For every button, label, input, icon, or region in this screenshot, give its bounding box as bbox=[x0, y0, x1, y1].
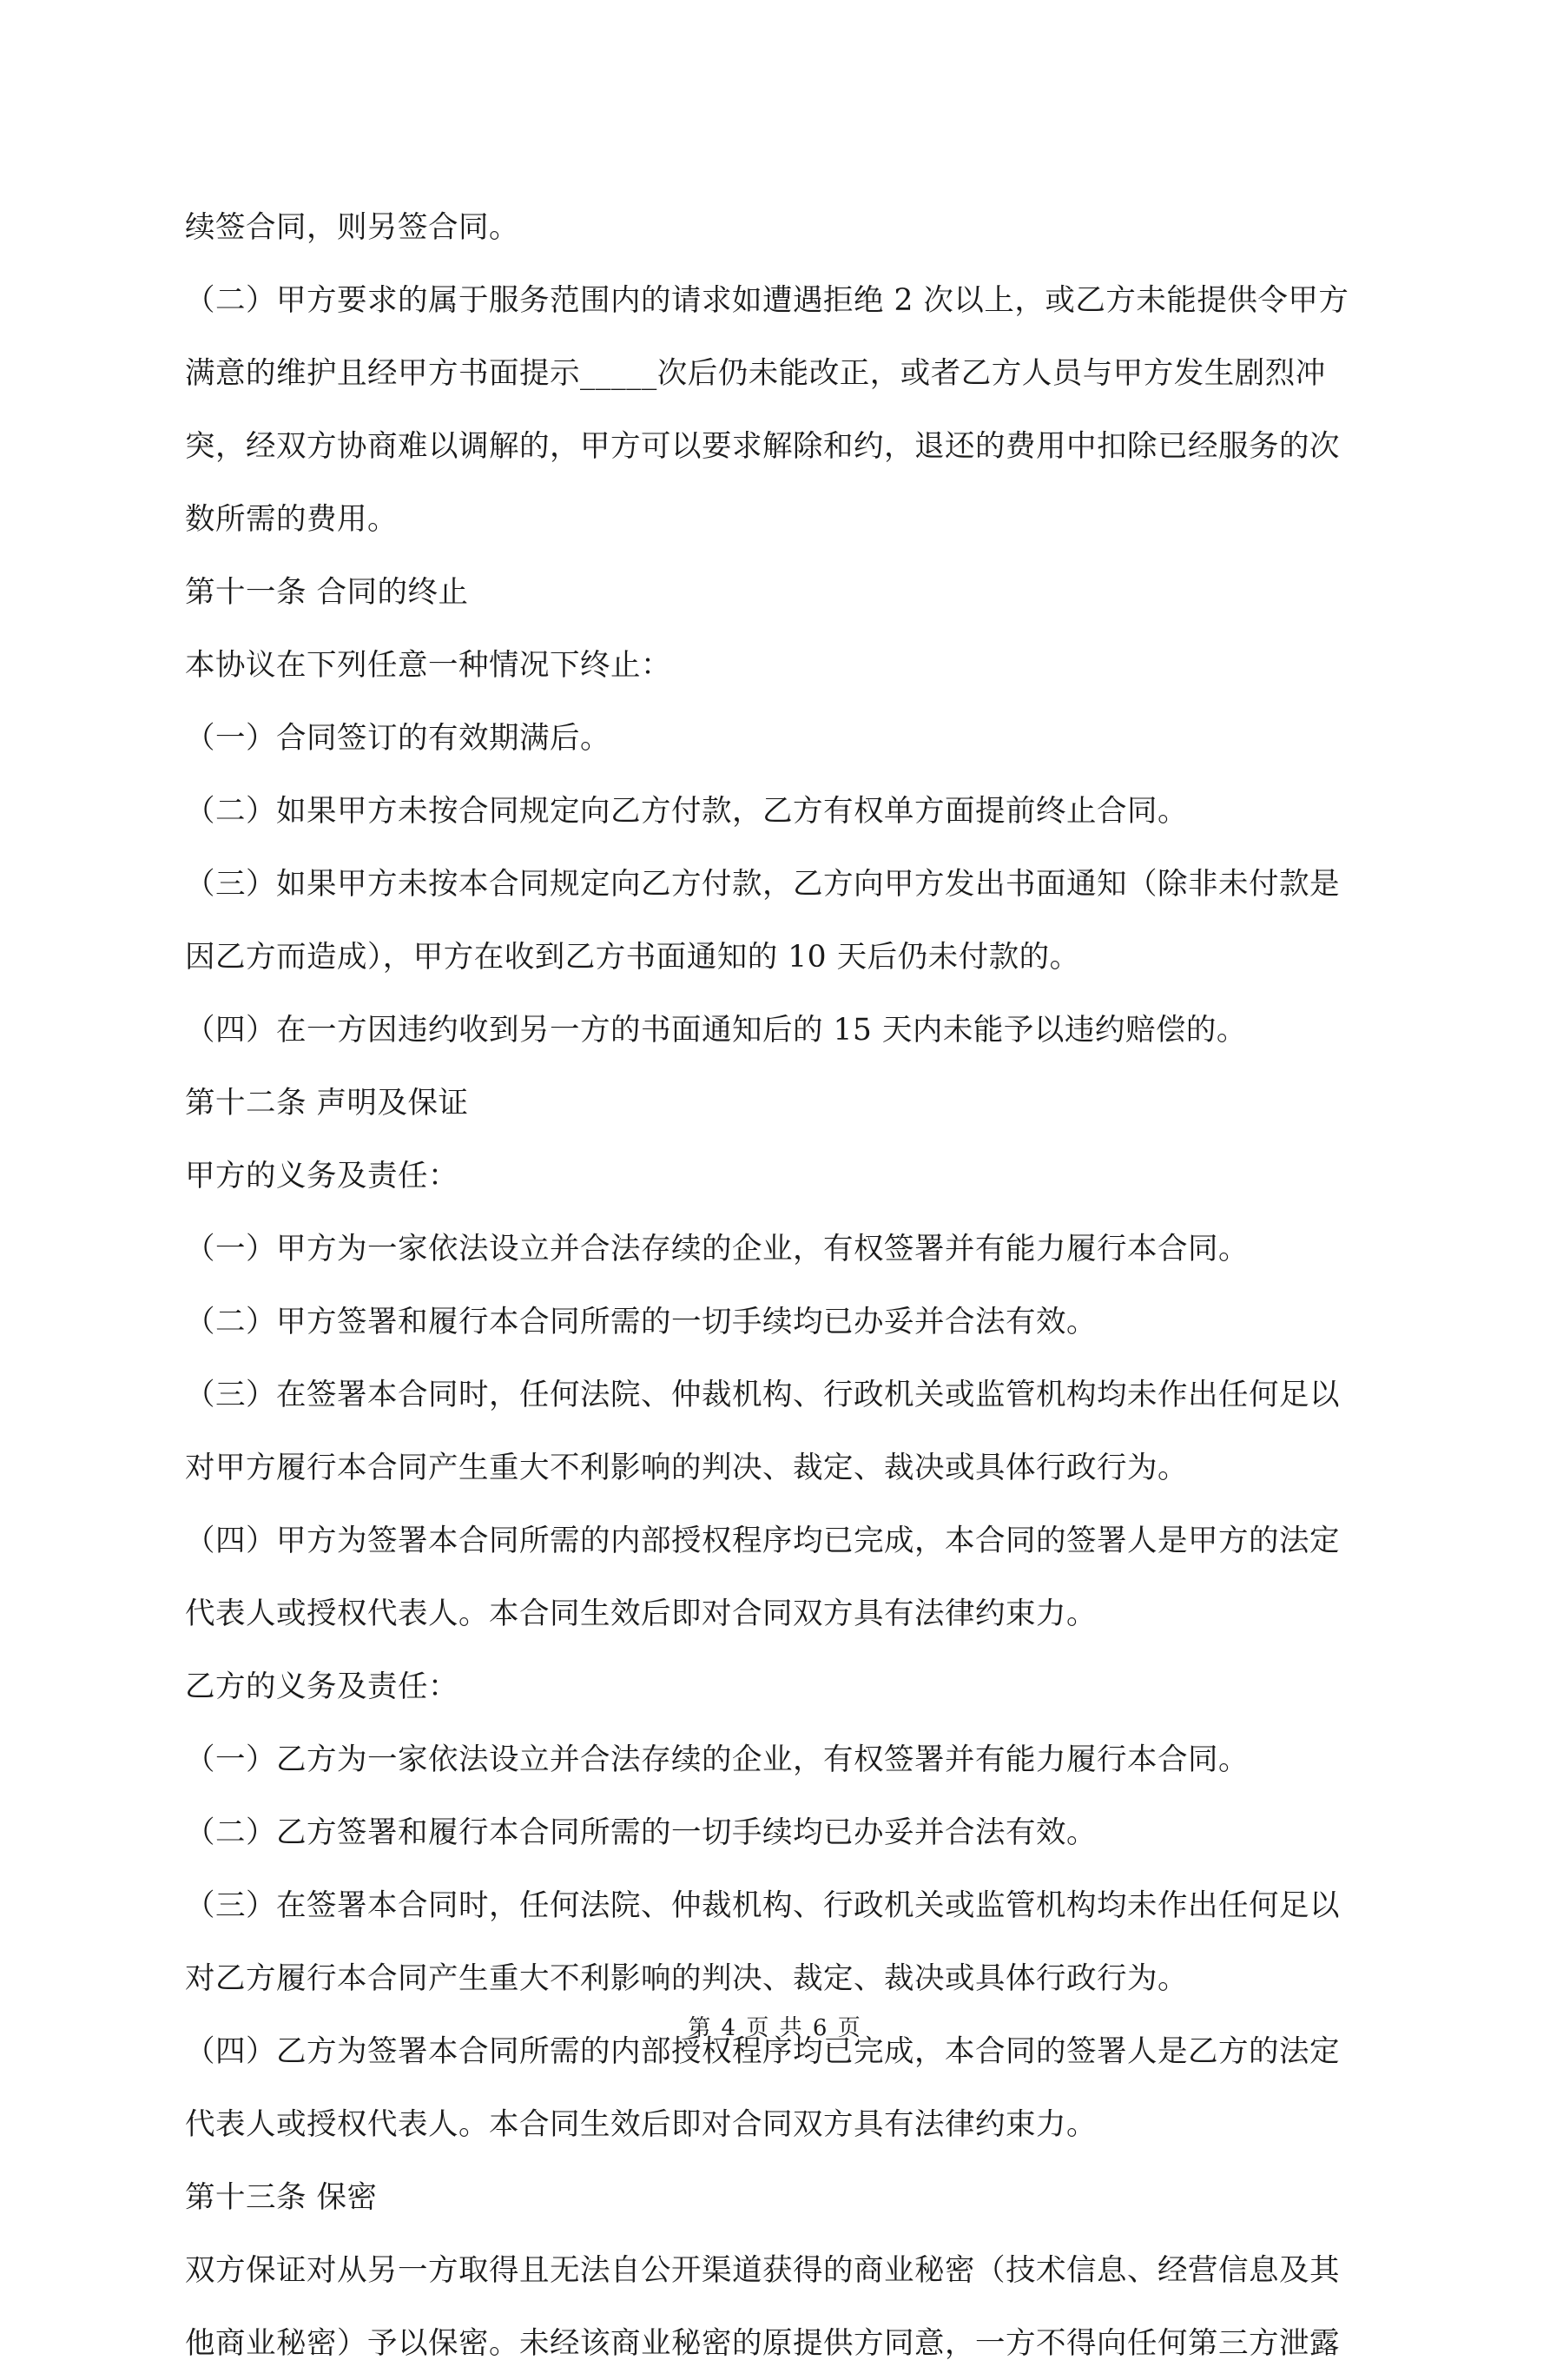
text-line: 乙方的义务及责任： bbox=[185, 1669, 458, 1704]
text-line: （二）如果甲方未按合同规定向乙方付款，乙方有权单方面提前终止合同。 bbox=[185, 794, 1188, 829]
text-line: （一）乙方为一家依法设立并合法存续的企业，有权签署并有能力履行本合同。 bbox=[185, 1742, 1249, 1777]
text-line: （一）甲方为一家依法设立并合法存续的企业，有权签署并有能力履行本合同。 bbox=[185, 1232, 1249, 1266]
section-heading: 第十一条 合同的终止 bbox=[185, 575, 469, 610]
text-line: （三）在签署本合同时，任何法院、仲裁机构、行政机关或监管机构均未作出任何足以 bbox=[185, 1888, 1340, 1923]
text-line: 续签合同，则另签合同。 bbox=[185, 210, 519, 245]
text-line: （四）乙方为签署本合同所需的内部授权程序均已完成，本合同的签署人是乙方的法定 bbox=[185, 2034, 1340, 2069]
text-line: 他商业秘密）予以保密。未经该商业秘密的原提供方同意，一方不得向任何第三方泄露 bbox=[185, 2326, 1340, 2361]
text-line: 满意的维护且经甲方书面提示_____次后仍未能改正，或者乙方人员与甲方发生剧烈冲 bbox=[185, 356, 1326, 391]
section-heading: 第十三条 保密 bbox=[185, 2180, 378, 2215]
text-line: 代表人或授权代表人。本合同生效后即对合同双方具有法律约束力。 bbox=[185, 1597, 1097, 1631]
text-line: 双方保证对从另一方取得且无法自公开渠道获得的商业秘密（技术信息、经营信息及其 bbox=[185, 2253, 1340, 2288]
section-heading: 第十二条 声明及保证 bbox=[185, 1086, 469, 1121]
text-line: 代表人或授权代表人。本合同生效后即对合同双方具有法律约束力。 bbox=[185, 2107, 1097, 2142]
text-line: 甲方的义务及责任： bbox=[185, 1159, 458, 1193]
text-line: 因乙方而造成），甲方在收到乙方书面通知的 10 天后仍未付款的。 bbox=[185, 940, 1080, 975]
document-body bbox=[185, 191, 1375, 2380]
text-line: （四）甲方为签署本合同所需的内部授权程序均已完成，本合同的签署人是甲方的法定 bbox=[185, 1524, 1340, 1558]
text-line: 对乙方履行本合同产生重大不利影响的判决、裁定、裁决或具体行政行为。 bbox=[185, 1961, 1188, 1996]
text-line: 突，经双方协商难以调解的，甲方可以要求解除和约，退还的费用中扣除已经服务的次 bbox=[185, 429, 1340, 464]
text-line: 对甲方履行本合同产生重大不利影响的判决、裁定、裁决或具体行政行为。 bbox=[185, 1451, 1188, 1485]
text-line: （三）在签署本合同时，任何法院、仲裁机构、行政机关或监管机构均未作出任何足以 bbox=[185, 1378, 1340, 1412]
text-line: （三）如果甲方未按本合同规定向乙方付款，乙方向甲方发出书面通知（除非未付款是 bbox=[185, 867, 1340, 902]
text-line: （一）合同签订的有效期满后。 bbox=[185, 721, 610, 756]
text-line: （二）甲方要求的属于服务范围内的请求如遭遇拒绝 2 次以上，或乙方未能提供令甲方 bbox=[185, 283, 1349, 318]
text-line: （四）在一方因违约收到另一方的书面通知后的 15 天内未能予以违约赔偿的。 bbox=[185, 1013, 1247, 1048]
text-line: 本协议在下列任意一种情况下终止： bbox=[185, 648, 671, 683]
text-line: （二）乙方签署和履行本合同所需的一切手续均已办妥并合法有效。 bbox=[185, 1815, 1097, 1850]
page-number-footer: 第 4 页 共 6 页 bbox=[688, 2015, 862, 2041]
text-line: 数所需的费用。 bbox=[185, 502, 398, 537]
text-line: （二）甲方签署和履行本合同所需的一切手续均已办妥并合法有效。 bbox=[185, 1305, 1097, 1339]
